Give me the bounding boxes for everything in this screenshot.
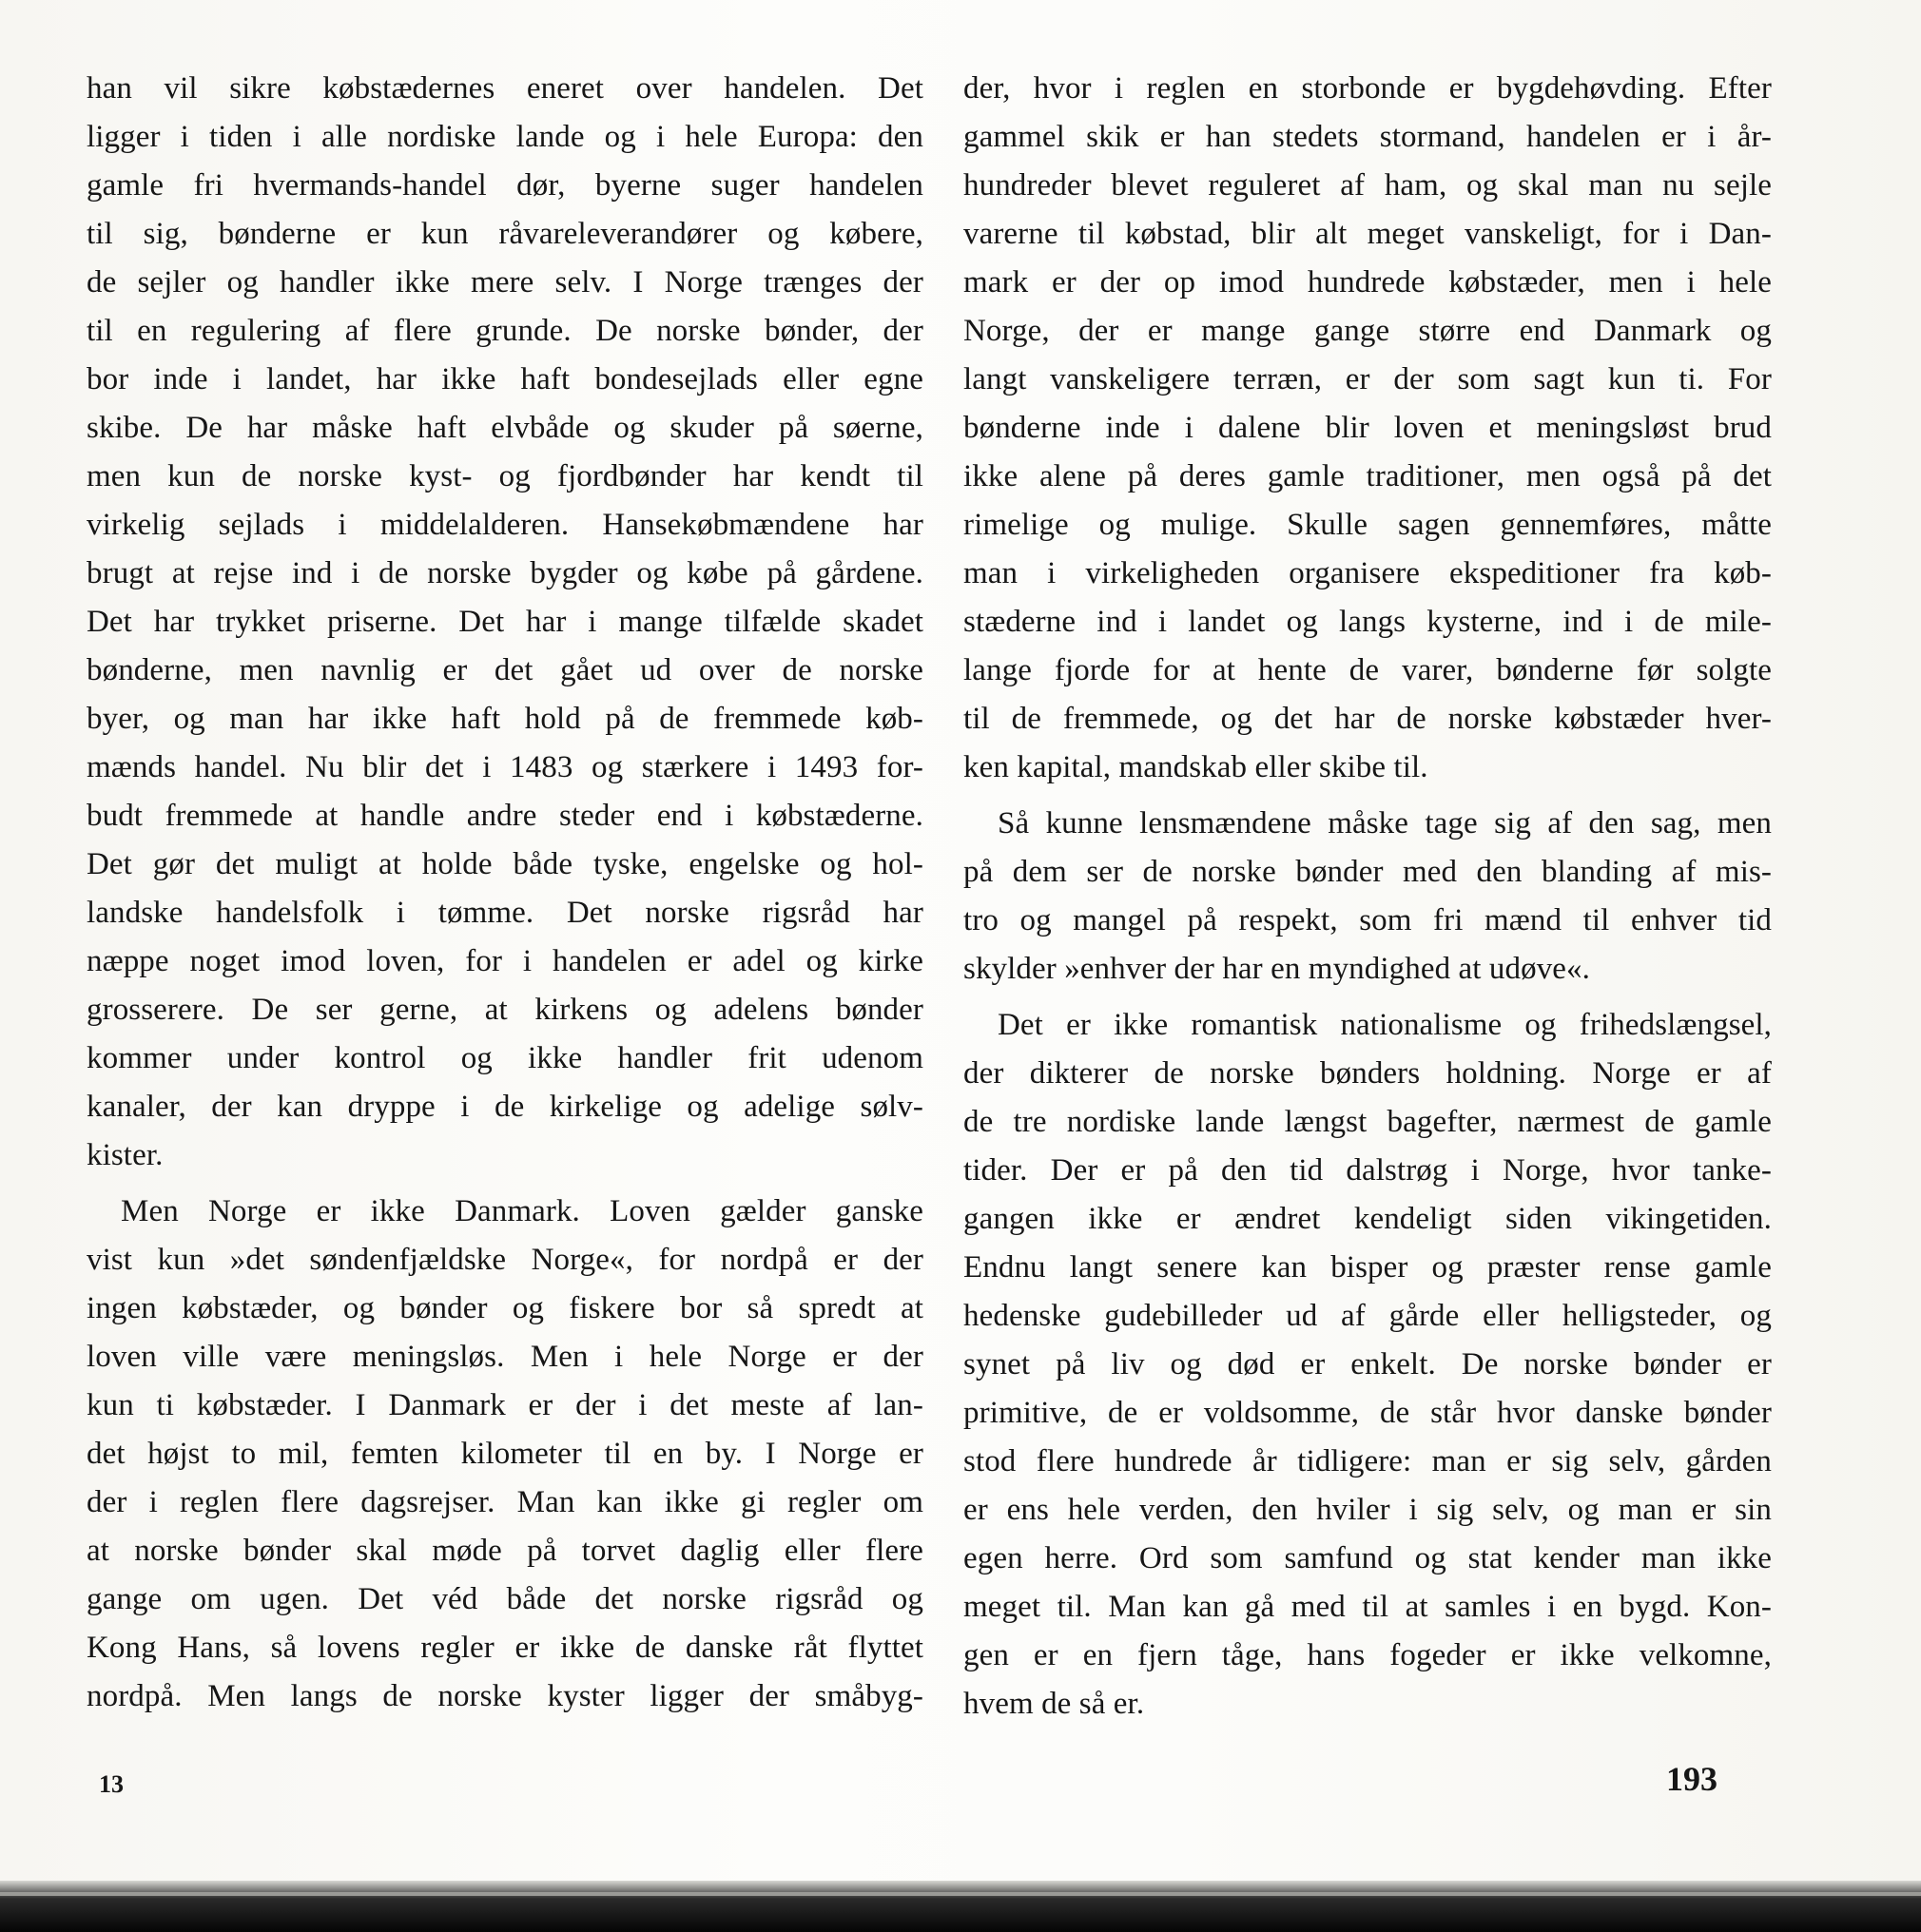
text-line: langt vanskeligere terræn, er der som sagt kun ti. For bbox=[963, 362, 1772, 396]
text-line: ikke alene på deres gamle traditioner, men også på det bbox=[963, 459, 1772, 493]
text-line: kun ti købstæder. I Danmark er der i det meste af lan- bbox=[87, 1388, 923, 1422]
text-line: skylder »enhver der har en myndighed at udøve«. bbox=[963, 952, 1590, 986]
text-line: Så kunne lensmændene måske tage sig af den sag, men bbox=[998, 806, 1772, 840]
text-line: bønderne inde i dalene blir loven et meningsløst brud bbox=[963, 411, 1772, 445]
signature-mark: 13 bbox=[99, 1770, 124, 1798]
text-line: ingen købstæder, og bønder og fiskere bor så spredt at bbox=[87, 1291, 923, 1325]
text-line: budt fremmede at handle andre steder end i købstæderne. bbox=[87, 799, 923, 833]
paragraph bbox=[87, 65, 923, 1180]
text-line: gangen ikke er ændret kendeligt siden vikingetiden. bbox=[963, 1202, 1772, 1236]
text-line: landske handelsfolk i tømme. Det norske rigsråd har bbox=[87, 896, 923, 930]
text-line: Det er ikke romantisk nationalisme og frihedslængsel, bbox=[998, 1008, 1772, 1042]
text-line: ligger i tiden i alle nordiske lande og i hele Europa: den bbox=[87, 120, 923, 154]
text-line: gammel skik er han stedets stormand, handelen er i år- bbox=[963, 120, 1772, 154]
text-line: til en regulering af flere grunde. De norske bønder, der bbox=[87, 314, 923, 348]
text-line: gange om ugen. Det véd både det norske rigsråd og bbox=[87, 1582, 923, 1616]
text-line: er ens hele verden, den hviler i sig selv, og man er sin bbox=[963, 1493, 1772, 1527]
right-text-column bbox=[963, 65, 1772, 1719]
text-line: til de fremmede, og det har de norske købstæder hver- bbox=[963, 702, 1772, 736]
text-line: rimelige og mulige. Skulle sagen gennemføres, måtte bbox=[963, 508, 1772, 542]
text-line: tro og mangel på respekt, som fri mænd til enhver tid bbox=[963, 903, 1772, 937]
text-line: man i virkeligheden organisere ekspeditioner fra køb- bbox=[963, 556, 1772, 590]
text-line: der, hvor i reglen en storbonde er bygdehøvding. Efter bbox=[963, 71, 1772, 106]
text-line: loven ville være meningsløs. Men i hele Norge er der bbox=[87, 1340, 923, 1374]
text-line: ken kapital, mandskab eller skibe til. bbox=[963, 750, 1428, 784]
text-line: egen herre. Ord som samfund og stat kender man ikke bbox=[963, 1541, 1772, 1575]
text-line: grosserere. De ser gerne, at kirkens og adelens bønder bbox=[87, 993, 923, 1027]
text-line: de tre nordiske lande længst bagefter, nærmest de gamle bbox=[963, 1105, 1772, 1139]
paragraph-gap bbox=[963, 994, 1772, 1001]
text-line: vist kun »det søndenfjældske Norge«, for nordpå er der bbox=[87, 1243, 923, 1277]
text-line: Det gør det muligt at holde både tyske, engelske og hol- bbox=[87, 847, 923, 881]
page-number: 193 bbox=[1666, 1760, 1717, 1798]
text-line: det højst to mil, femten kilometer til en by. I Norge er bbox=[87, 1437, 923, 1471]
text-line: Norge, der er mange gange større end Danmark og bbox=[963, 314, 1772, 348]
text-line: skibe. De har måske haft elvbåde og skuder på søerne, bbox=[87, 411, 923, 445]
text-line: kister. bbox=[87, 1138, 164, 1172]
text-line: lange fjorde for at hente de varer, bønderne før solgte bbox=[963, 653, 1772, 687]
text-line: kanaler, der kan dryppe i de kirkelige og adelige sølv- bbox=[87, 1090, 923, 1124]
text-line: Endnu langt senere kan bisper og præster rense gamle bbox=[963, 1250, 1772, 1285]
text-line: der dikterer de norske bønders holdning. Norge er af bbox=[963, 1056, 1772, 1091]
paragraph-gap bbox=[87, 1180, 923, 1188]
page-edge-shadow bbox=[0, 1881, 1921, 1932]
text-line: mark er der op imod hundrede købstæder, men i hele bbox=[963, 265, 1772, 299]
text-line: kommer under kontrol og ikke handler frit udenom bbox=[87, 1041, 923, 1075]
text-line: hedenske gudebilleder ud af gårde eller helligsteder, og bbox=[963, 1299, 1772, 1333]
text-line: mænds handel. Nu blir det i 1483 og stærkere i 1493 for- bbox=[87, 750, 923, 784]
text-line: at norske bønder skal møde på torvet daglig eller flere bbox=[87, 1534, 923, 1568]
text-line: til sig, bønderne er kun råvareleverandører og købere, bbox=[87, 217, 923, 251]
text-line: gamle fri hvermands-handel dør, byerne suger handelen bbox=[87, 168, 923, 203]
text-line: primitive, de er voldsomme, de står hvor danske bønder bbox=[963, 1396, 1772, 1430]
text-line: de sejler og handler ikke mere selv. I Norge trænges der bbox=[87, 265, 923, 299]
page-edge-line bbox=[0, 1892, 1921, 1896]
left-text-column bbox=[87, 65, 923, 1719]
paragraph bbox=[963, 65, 1772, 792]
text-line: næppe noget imod loven, for i handelen er adel og kirke bbox=[87, 944, 923, 978]
text-line: Det har trykket priserne. Det har i mange tilfælde skadet bbox=[87, 605, 923, 639]
text-line: virkelig sejlads i middelalderen. Hansekøbmændene har bbox=[87, 508, 923, 542]
text-line: der i reglen flere dagsrejser. Man kan ikke gi regler om bbox=[87, 1485, 923, 1519]
text-line: Kong Hans, så lovens regler er ikke de danske råt flyttet bbox=[87, 1631, 923, 1665]
text-line: bønderne, men navnlig er det gået ud over de norske bbox=[87, 653, 923, 687]
text-line: byer, og man har ikke haft hold på de fremmede køb- bbox=[87, 702, 923, 736]
text-line: på dem ser de norske bønder med den blanding af mis- bbox=[963, 855, 1772, 889]
text-line: hvem de så er. bbox=[963, 1687, 1145, 1719]
text-line: nordpå. Men langs de norske kyster ligger der småbyg- bbox=[87, 1679, 923, 1713]
text-line: men kun de norske kyst- og fjordbønder har kendt til bbox=[87, 459, 923, 493]
text-line: meget til. Man kan gå med til at samles i en bygd. Kon- bbox=[963, 1590, 1772, 1624]
text-line: han vil sikre købstædernes eneret over handelen. Det bbox=[87, 71, 923, 106]
paragraph bbox=[963, 1001, 1772, 1719]
paragraph bbox=[87, 1188, 923, 1719]
text-line: gen er en fjern tåge, hans fogeder er ikke velkomne, bbox=[963, 1638, 1772, 1672]
text-line: stæderne ind i landet og langs kysterne, ind i de mile- bbox=[963, 605, 1772, 639]
paragraph-gap bbox=[963, 792, 1772, 800]
text-line: synet på liv og død er enkelt. De norske bønder er bbox=[963, 1347, 1772, 1381]
text-line: bor inde i landet, har ikke haft bondesejlads eller egne bbox=[87, 362, 923, 396]
text-line: tider. Der er på den tid dalstrøg i Norge, hvor tanke- bbox=[963, 1153, 1772, 1188]
text-line: brugt at rejse ind i de norske bygder og købe på gårdene. bbox=[87, 556, 923, 590]
text-line: varerne til købstad, blir alt meget vanskeligt, for i Dan- bbox=[963, 217, 1772, 251]
text-line: Men Norge er ikke Danmark. Loven gælder ganske bbox=[121, 1194, 923, 1228]
paragraph bbox=[963, 800, 1772, 994]
text-line: stod flere hundrede år tidligere: man er sig selv, gården bbox=[963, 1444, 1772, 1478]
text-line: hundreder blevet reguleret af ham, og skal man nu sejle bbox=[963, 168, 1772, 203]
